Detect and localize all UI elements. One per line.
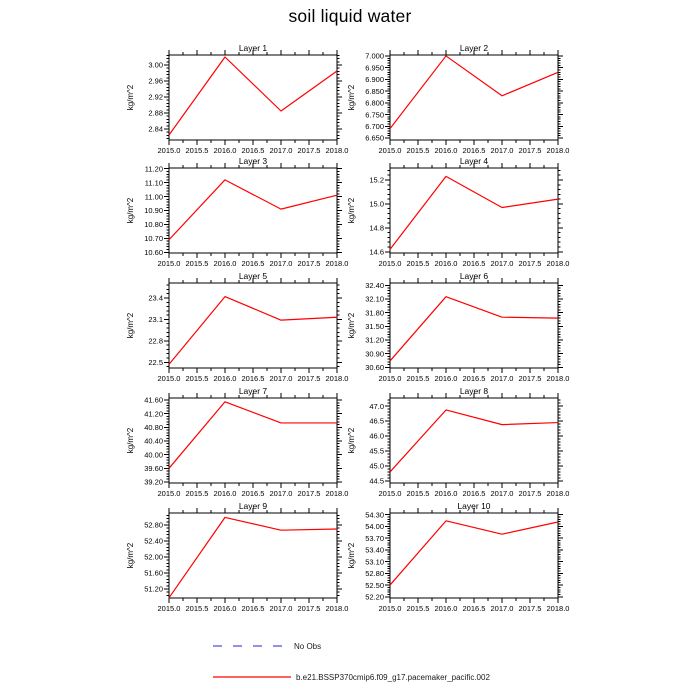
series-line: [390, 56, 558, 129]
x-tick-label: 2018.0: [325, 374, 349, 383]
y-tick-label: 30.90: [365, 349, 384, 359]
y-tick-label: 40.80: [144, 423, 163, 433]
x-tick-label: 2016.5: [241, 259, 265, 268]
y-tick-label: 39.60: [144, 464, 163, 474]
plot-frame: [169, 55, 337, 140]
y-tick-label: 52.50: [365, 580, 384, 590]
x-tick-label: 2016.0: [434, 489, 458, 498]
y-tick-label: 6.650: [365, 133, 384, 143]
y-axis-label: kg/m^2: [126, 312, 135, 339]
subplot-layer-7: [126, 386, 348, 498]
x-tick-label: 2015.0: [157, 374, 181, 383]
chart-title: Layer 10: [457, 501, 491, 511]
x-tick-label: 2017.5: [297, 489, 321, 498]
x-tick-label: 2015.5: [185, 259, 209, 268]
y-axis-label: kg/m^2: [347, 312, 356, 339]
x-tick-label: 2017.5: [518, 489, 542, 498]
y-axis-label: kg/m^2: [347, 542, 356, 569]
y-tick-label: 3.00: [148, 60, 163, 70]
x-tick-label: 2015.0: [157, 146, 181, 155]
x-tick-label: 2018.0: [546, 259, 570, 268]
chart-title: Layer 7: [238, 386, 268, 396]
y-tick-label: 2.92: [148, 92, 163, 102]
x-tick-label: 2018.0: [325, 489, 349, 498]
x-tick-label: 2015.5: [406, 146, 430, 155]
plot-frame: [390, 398, 558, 483]
x-tick-label: 2015.0: [157, 604, 181, 613]
y-tick-label: 11.20: [144, 164, 163, 174]
x-tick-label: 2017.0: [269, 489, 293, 498]
x-tick-label: 2018.0: [325, 146, 349, 155]
x-tick-label: 2015.0: [378, 374, 402, 383]
y-tick-label: 10.80: [144, 220, 163, 230]
chart-title: Layer 1: [238, 43, 268, 53]
y-tick-label: 22.5: [148, 357, 163, 367]
y-tick-label: 7.000: [365, 51, 384, 61]
x-tick-label: 2016.0: [213, 146, 237, 155]
y-tick-label: 54.30: [365, 510, 384, 520]
y-tick-label: 14.8: [369, 223, 384, 233]
subplot-layer-3: [126, 156, 348, 268]
subplot-layer-4: [347, 156, 569, 268]
x-tick-label: 2017.5: [518, 259, 542, 268]
series-label: b.e21.BSSP370cmip6.f09_g17.pacemaker_pacific.002: [296, 672, 490, 682]
y-tick-label: 51.60: [144, 568, 163, 578]
page-title: soil liquid water: [288, 6, 412, 26]
x-tick-label: 2016.5: [462, 604, 486, 613]
chart-title: Layer 5: [238, 271, 268, 281]
y-tick-label: 14.6: [369, 247, 384, 257]
no-obs-line-sample: [213, 641, 283, 651]
y-tick-label: 11.00: [144, 192, 163, 202]
x-tick-label: 2016.0: [434, 146, 458, 155]
series-line: [390, 176, 558, 249]
x-tick-label: 2015.5: [406, 604, 430, 613]
y-axis-label: kg/m^2: [126, 197, 135, 224]
series-line-sample: [213, 672, 291, 682]
series-line: [169, 402, 337, 469]
y-tick-label: 23.1: [148, 315, 163, 325]
y-axis-label: kg/m^2: [347, 197, 356, 224]
y-tick-label: 52.80: [144, 520, 163, 530]
y-tick-label: 41.20: [144, 409, 163, 419]
subplot-layer-8: [347, 386, 569, 498]
y-tick-label: 47.0: [369, 401, 384, 411]
series-line: [169, 180, 337, 240]
plot-frame: [169, 398, 337, 483]
x-tick-label: 2016.0: [213, 374, 237, 383]
x-tick-label: 2016.5: [462, 146, 486, 155]
x-tick-label: 2016.5: [462, 489, 486, 498]
series-line: [390, 410, 558, 472]
x-tick-label: 2018.0: [546, 374, 570, 383]
y-tick-label: 32.40: [365, 280, 384, 290]
y-tick-label: 31.80: [365, 308, 384, 318]
x-tick-label: 2017.5: [297, 259, 321, 268]
legend-row-series: [213, 672, 490, 682]
x-tick-label: 2018.0: [325, 259, 349, 268]
plot-frame: [390, 283, 558, 368]
y-tick-label: 31.20: [365, 335, 384, 345]
x-tick-label: 2016.0: [434, 259, 458, 268]
y-tick-label: 54.00: [365, 522, 384, 532]
y-tick-label: 40.40: [144, 436, 163, 446]
x-tick-label: 2018.0: [546, 489, 570, 498]
y-tick-label: 52.40: [144, 536, 163, 546]
x-tick-label: 2016.5: [241, 146, 265, 155]
x-tick-label: 2015.5: [406, 259, 430, 268]
x-tick-label: 2016.0: [213, 489, 237, 498]
y-tick-label: 11.10: [144, 178, 163, 188]
x-tick-label: 2016.0: [213, 604, 237, 613]
x-tick-label: 2015.5: [185, 489, 209, 498]
y-tick-label: 44.5: [369, 476, 384, 486]
y-tick-label: 32.10: [365, 294, 384, 304]
x-tick-label: 2017.0: [490, 489, 514, 498]
x-tick-label: 2015.5: [185, 604, 209, 613]
y-tick-label: 39.20: [144, 477, 163, 487]
x-tick-label: 2017.5: [518, 374, 542, 383]
subplot-layer-9: [126, 501, 348, 613]
x-tick-label: 2017.5: [297, 374, 321, 383]
y-tick-label: 10.90: [144, 206, 163, 216]
y-tick-label: 30.60: [365, 363, 384, 373]
x-tick-label: 2018.0: [546, 146, 570, 155]
x-tick-label: 2015.0: [157, 489, 181, 498]
x-tick-label: 2016.0: [434, 604, 458, 613]
y-tick-label: 53.10: [365, 557, 384, 567]
series-line: [169, 517, 337, 597]
x-tick-label: 2015.0: [378, 489, 402, 498]
y-tick-label: 53.70: [365, 533, 384, 543]
x-tick-label: 2017.5: [518, 146, 542, 155]
x-tick-label: 2017.0: [269, 374, 293, 383]
y-tick-label: 6.850: [365, 86, 384, 96]
y-tick-label: 15.0: [369, 199, 384, 209]
series-line: [169, 57, 337, 135]
y-tick-label: 6.800: [365, 98, 384, 108]
x-tick-label: 2017.0: [490, 146, 514, 155]
x-tick-label: 2015.5: [185, 146, 209, 155]
no-obs-label: No Obs: [294, 641, 322, 651]
y-tick-label: 46.0: [369, 431, 384, 441]
legend-row-no-obs: [213, 641, 321, 651]
plot-frame: [390, 168, 558, 253]
y-tick-label: 40.00: [144, 450, 163, 460]
y-tick-label: 10.60: [144, 248, 163, 258]
subplot-layer-1: [126, 43, 348, 155]
plot-frame: [169, 513, 337, 598]
y-tick-label: 41.60: [144, 395, 163, 405]
x-tick-label: 2016.5: [462, 259, 486, 268]
y-tick-label: 45.5: [369, 446, 384, 456]
x-tick-label: 2017.0: [269, 146, 293, 155]
y-tick-label: 6.900: [365, 75, 384, 85]
y-tick-label: 2.96: [148, 76, 163, 86]
y-tick-label: 15.2: [369, 175, 384, 185]
x-tick-label: 2015.0: [157, 259, 181, 268]
x-tick-label: 2016.0: [434, 374, 458, 383]
y-axis-label: kg/m^2: [126, 84, 135, 111]
chart-title: Layer 6: [459, 271, 489, 281]
x-tick-label: 2017.0: [490, 604, 514, 613]
x-tick-label: 2016.5: [462, 374, 486, 383]
plot-frame: [169, 168, 337, 253]
y-tick-label: 46.5: [369, 416, 384, 426]
x-tick-label: 2015.5: [406, 374, 430, 383]
subplot-layer-2: [347, 43, 569, 155]
subplot-layer-10: [347, 501, 569, 613]
x-tick-label: 2017.5: [297, 146, 321, 155]
x-tick-label: 2016.0: [213, 259, 237, 268]
plot-frame: [169, 283, 337, 368]
series-line: [390, 521, 558, 585]
y-tick-label: 6.950: [365, 63, 384, 73]
x-tick-label: 2017.5: [297, 604, 321, 613]
x-tick-label: 2018.0: [325, 604, 349, 613]
y-tick-label: 52.20: [365, 592, 384, 602]
y-tick-label: 52.00: [144, 552, 163, 562]
series-line: [169, 297, 337, 365]
subplot-layer-6: [347, 271, 569, 383]
x-tick-label: 2015.0: [378, 146, 402, 155]
y-tick-label: 45.0: [369, 461, 384, 471]
x-tick-label: 2015.5: [185, 374, 209, 383]
x-tick-label: 2015.5: [406, 489, 430, 498]
y-tick-label: 51.20: [144, 584, 163, 594]
y-tick-label: 22.8: [148, 336, 163, 346]
subplot-layer-5: [126, 271, 348, 383]
y-tick-label: 31.50: [365, 321, 384, 331]
y-tick-label: 6.750: [365, 110, 384, 120]
y-axis-label: kg/m^2: [347, 427, 356, 454]
x-tick-label: 2017.0: [490, 374, 514, 383]
x-tick-label: 2017.0: [269, 259, 293, 268]
y-tick-label: 10.70: [144, 234, 163, 244]
y-tick-label: 6.700: [365, 121, 384, 131]
x-tick-label: 2015.0: [378, 259, 402, 268]
y-tick-label: 52.80: [365, 569, 384, 579]
x-tick-label: 2016.5: [241, 489, 265, 498]
y-axis-label: kg/m^2: [126, 427, 135, 454]
y-axis-label: kg/m^2: [126, 542, 135, 569]
chart-title: Layer 9: [238, 501, 268, 511]
x-tick-label: 2017.0: [269, 604, 293, 613]
y-tick-label: 2.84: [148, 124, 163, 134]
series-line: [390, 297, 558, 361]
plot-frame: [390, 55, 558, 140]
x-tick-label: 2016.5: [241, 604, 265, 613]
y-axis-label: kg/m^2: [347, 84, 356, 111]
y-tick-label: 2.88: [148, 108, 163, 118]
x-tick-label: 2018.0: [546, 604, 570, 613]
x-tick-label: 2017.0: [490, 259, 514, 268]
chart-title: Layer 2: [459, 43, 489, 53]
y-tick-label: 53.40: [365, 545, 384, 555]
x-tick-label: 2016.5: [241, 374, 265, 383]
chart-title: Layer 4: [459, 156, 489, 166]
chart-title: Layer 3: [238, 156, 268, 166]
chart-title: Layer 8: [459, 386, 489, 396]
y-tick-label: 23.4: [148, 293, 163, 303]
x-tick-label: 2015.0: [378, 604, 402, 613]
x-tick-label: 2017.5: [518, 604, 542, 613]
